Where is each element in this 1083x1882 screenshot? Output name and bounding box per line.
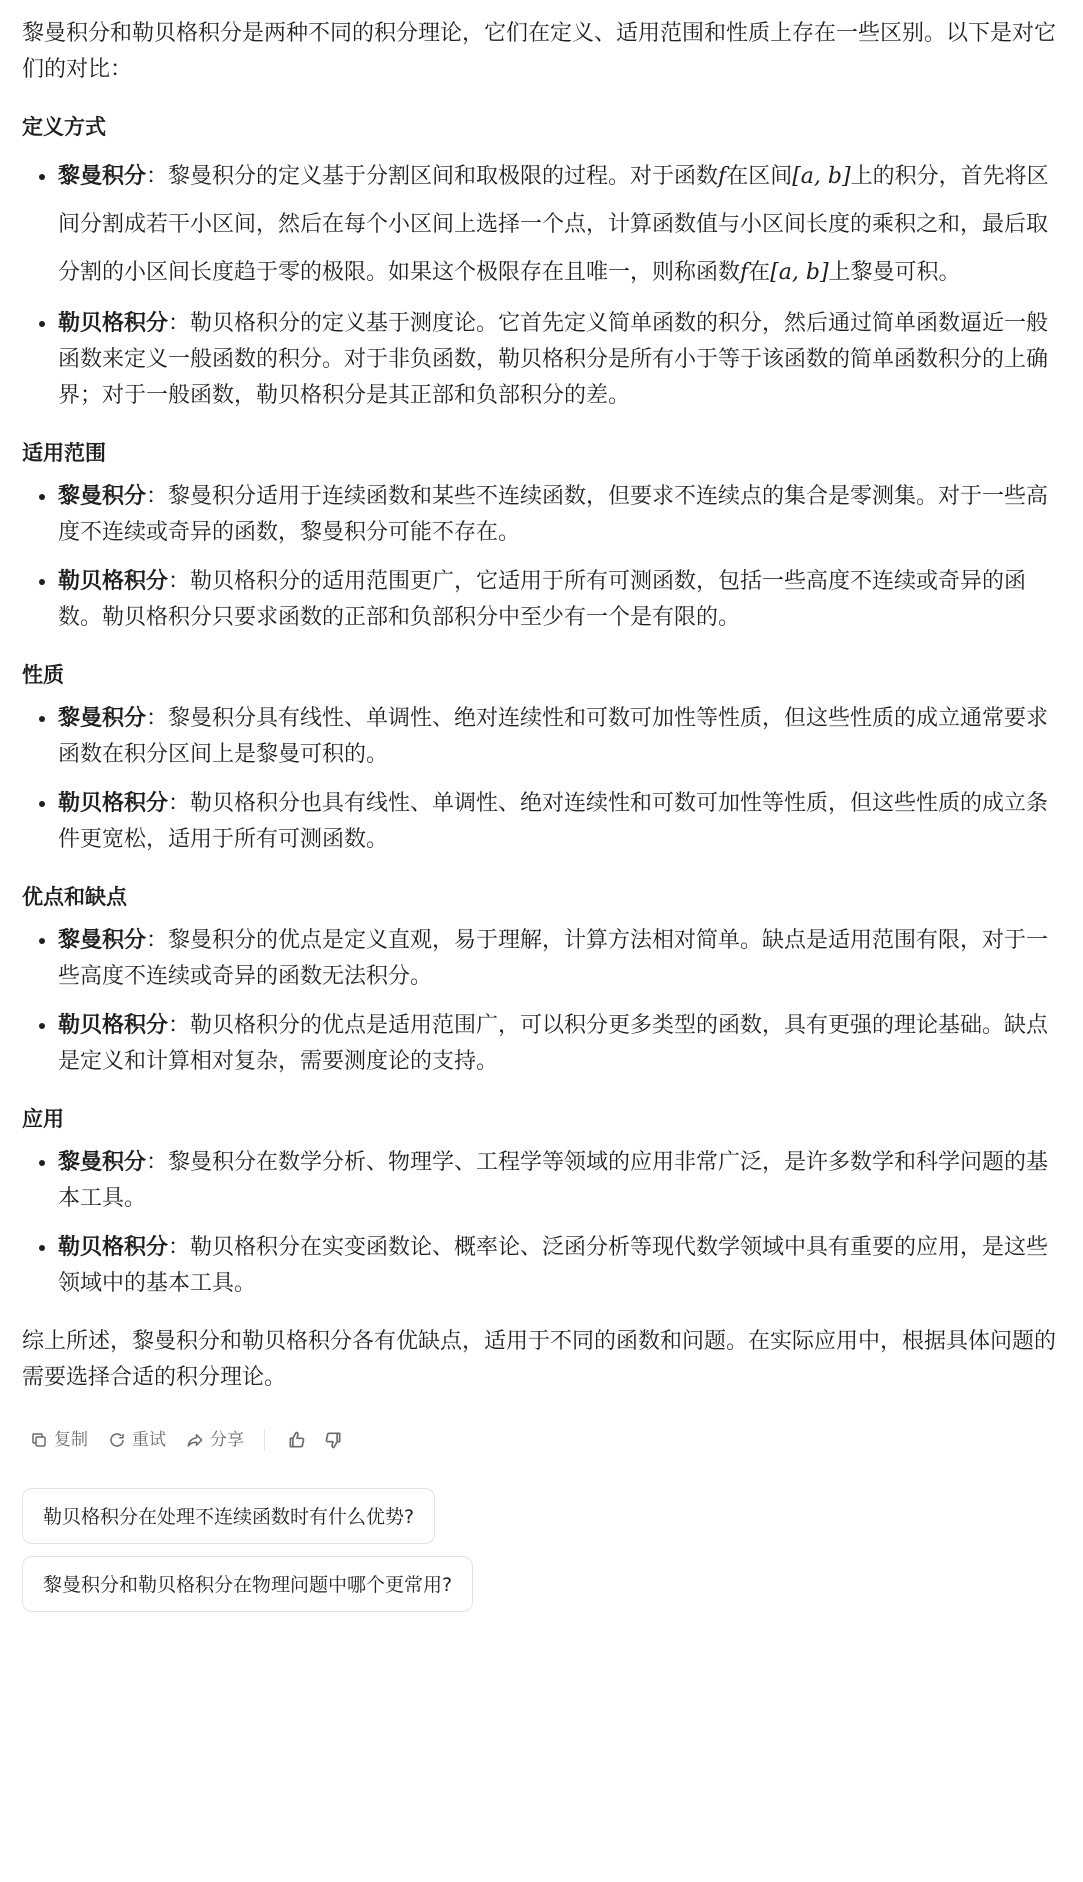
- thumbs-up-button[interactable]: [279, 1422, 315, 1458]
- copy-label: 复制: [54, 1430, 88, 1450]
- list-item: • 勒贝格积分：勒贝格积分的定义基于测度论。它首先定义简单函数的积分，然后通过简单函数逼近一般函数来定义一般函数的积分。对于非负函数，勒贝格积分是所有小于等于该函数的简单函数积分的上确界；对于一般函数，勒贝格积分是其正部和负部积分的差。: [58, 305, 1056, 414]
- summary-paragraph: 综上所述，黎曼积分和勒贝格积分各有优缺点，适用于不同的函数和问题。在实际应用中，根据具体问题的需要选择合适的积分理论。: [22, 1329, 1057, 1390]
- term-label: 黎曼积分: [58, 1150, 147, 1175]
- share-button[interactable]: [176, 1422, 254, 1458]
- section-title-scope: 适用范围: [22, 441, 106, 465]
- suggestion-chip[interactable]: 勒贝格积分在处理不连续函数时有什么优势?: [22, 1488, 435, 1544]
- list-item: • 黎曼积分：黎曼积分在数学分析、物理学、工程学等领域的应用非常广泛，是许多数学和科学问题的基本工具。: [58, 1144, 1056, 1217]
- section-title-properties: 性质: [22, 663, 64, 687]
- section-title-applications: 应用: [22, 1107, 64, 1131]
- term-label: 勒贝格积分: [58, 311, 169, 336]
- list-item: • 勒贝格积分：勒贝格积分的优点是适用范围广，可以积分更多类型的函数，具有更强的理论基础。缺点是定义和计算相对复杂，需要测度论的支持。: [58, 1007, 1056, 1080]
- copy-button[interactable]: [22, 1422, 98, 1458]
- list-item: • 黎曼积分：黎曼积分具有线性、单调性、绝对连续性和可数可加性等性质，但这些性质的成立通常要求函数在积分区间上是黎曼可积的。: [58, 700, 1056, 773]
- term-label: 黎曼积分: [58, 484, 147, 509]
- list-item: • 勒贝格积分：勒贝格积分也具有线性、单调性、绝对连续性和可数可加性等性质，但这些性质的成立条件更宽松，适用于所有可测函数。: [58, 785, 1056, 858]
- bullet-list: [22, 1144, 1056, 1302]
- section-title-pros-cons: 优点和缺点: [22, 885, 127, 909]
- math-f: f: [740, 260, 749, 285]
- bullet-list: [22, 478, 1056, 636]
- term-label: 勒贝格积分: [58, 569, 169, 594]
- term-label: 勒贝格积分: [58, 1235, 169, 1260]
- suggested-questions: [22, 1488, 1056, 1624]
- share-label: 分享: [210, 1430, 244, 1450]
- list-item: • 勒贝格积分：勒贝格积分在实变函数论、概率论、泛函分析等现代数学领域中具有重要的应用，是这些领域中的基本工具。: [58, 1229, 1056, 1302]
- section-title-definition: 定义方式: [22, 115, 106, 139]
- message-action-bar: [22, 1422, 1056, 1458]
- math-f: f: [718, 164, 727, 189]
- divider: [264, 1429, 265, 1451]
- intro-paragraph: 黎曼积分和勒贝格积分是两种不同的积分理论，它们在定义、适用范围和性质上存在一些区别。以下是对它们的对比：: [22, 21, 1057, 82]
- list-item: • 黎曼积分：黎曼积分的定义基于分割区间和取极限的过程。对于函数f在区间[a, b]上的积分，首先将区间分割成若干小区间，然后在每个小区间上选择一个点，计算函数值与小区间长度的乘积之和，最后取分割的小区间长度趋于零的极限。如果这个极限存在且唯一，则称函数f在[a, b]上黎曼可积。: [58, 152, 1056, 297]
- math-interval: [a, b]: [792, 164, 851, 189]
- retry-label: 重试: [132, 1430, 166, 1450]
- term-label: 黎曼积分: [58, 164, 147, 189]
- term-label: 勒贝格积分: [58, 791, 169, 816]
- list-item: • 黎曼积分：黎曼积分适用于连续函数和某些不连续函数，但要求不连续点的集合是零测集。对于一些高度不连续或奇异的函数，黎曼积分可能不存在。: [58, 478, 1056, 551]
- list-item: • 黎曼积分：黎曼积分的优点是定义直观，易于理解，计算方法相对简单。缺点是适用范围有限，对于一些高度不连续或奇异的函数无法积分。: [58, 922, 1056, 995]
- thumbs-up-icon: [287, 1430, 307, 1450]
- thumbs-down-icon: [323, 1430, 343, 1450]
- share-icon: [186, 1431, 204, 1449]
- suggestion-chip[interactable]: 黎曼积分和勒贝格积分在物理问题中哪个更常用?: [22, 1556, 473, 1612]
- bullet-list: [22, 700, 1056, 858]
- bullet-list: [22, 152, 1056, 414]
- copy-icon: [30, 1431, 48, 1449]
- bullet-list: [22, 922, 1056, 1080]
- term-label: 黎曼积分: [58, 928, 147, 953]
- retry-button[interactable]: [98, 1422, 176, 1458]
- refresh-icon: [108, 1431, 126, 1449]
- thumbs-down-button[interactable]: [315, 1422, 351, 1458]
- term-label: 勒贝格积分: [58, 1013, 169, 1038]
- list-item: • 勒贝格积分：勒贝格积分的适用范围更广，它适用于所有可测函数，包括一些高度不连续或奇异的函数。勒贝格积分只要求函数的正部和负部积分中至少有一个是有限的。: [58, 563, 1056, 636]
- math-interval: [a, b]: [770, 260, 829, 285]
- term-label: 黎曼积分: [58, 706, 147, 731]
